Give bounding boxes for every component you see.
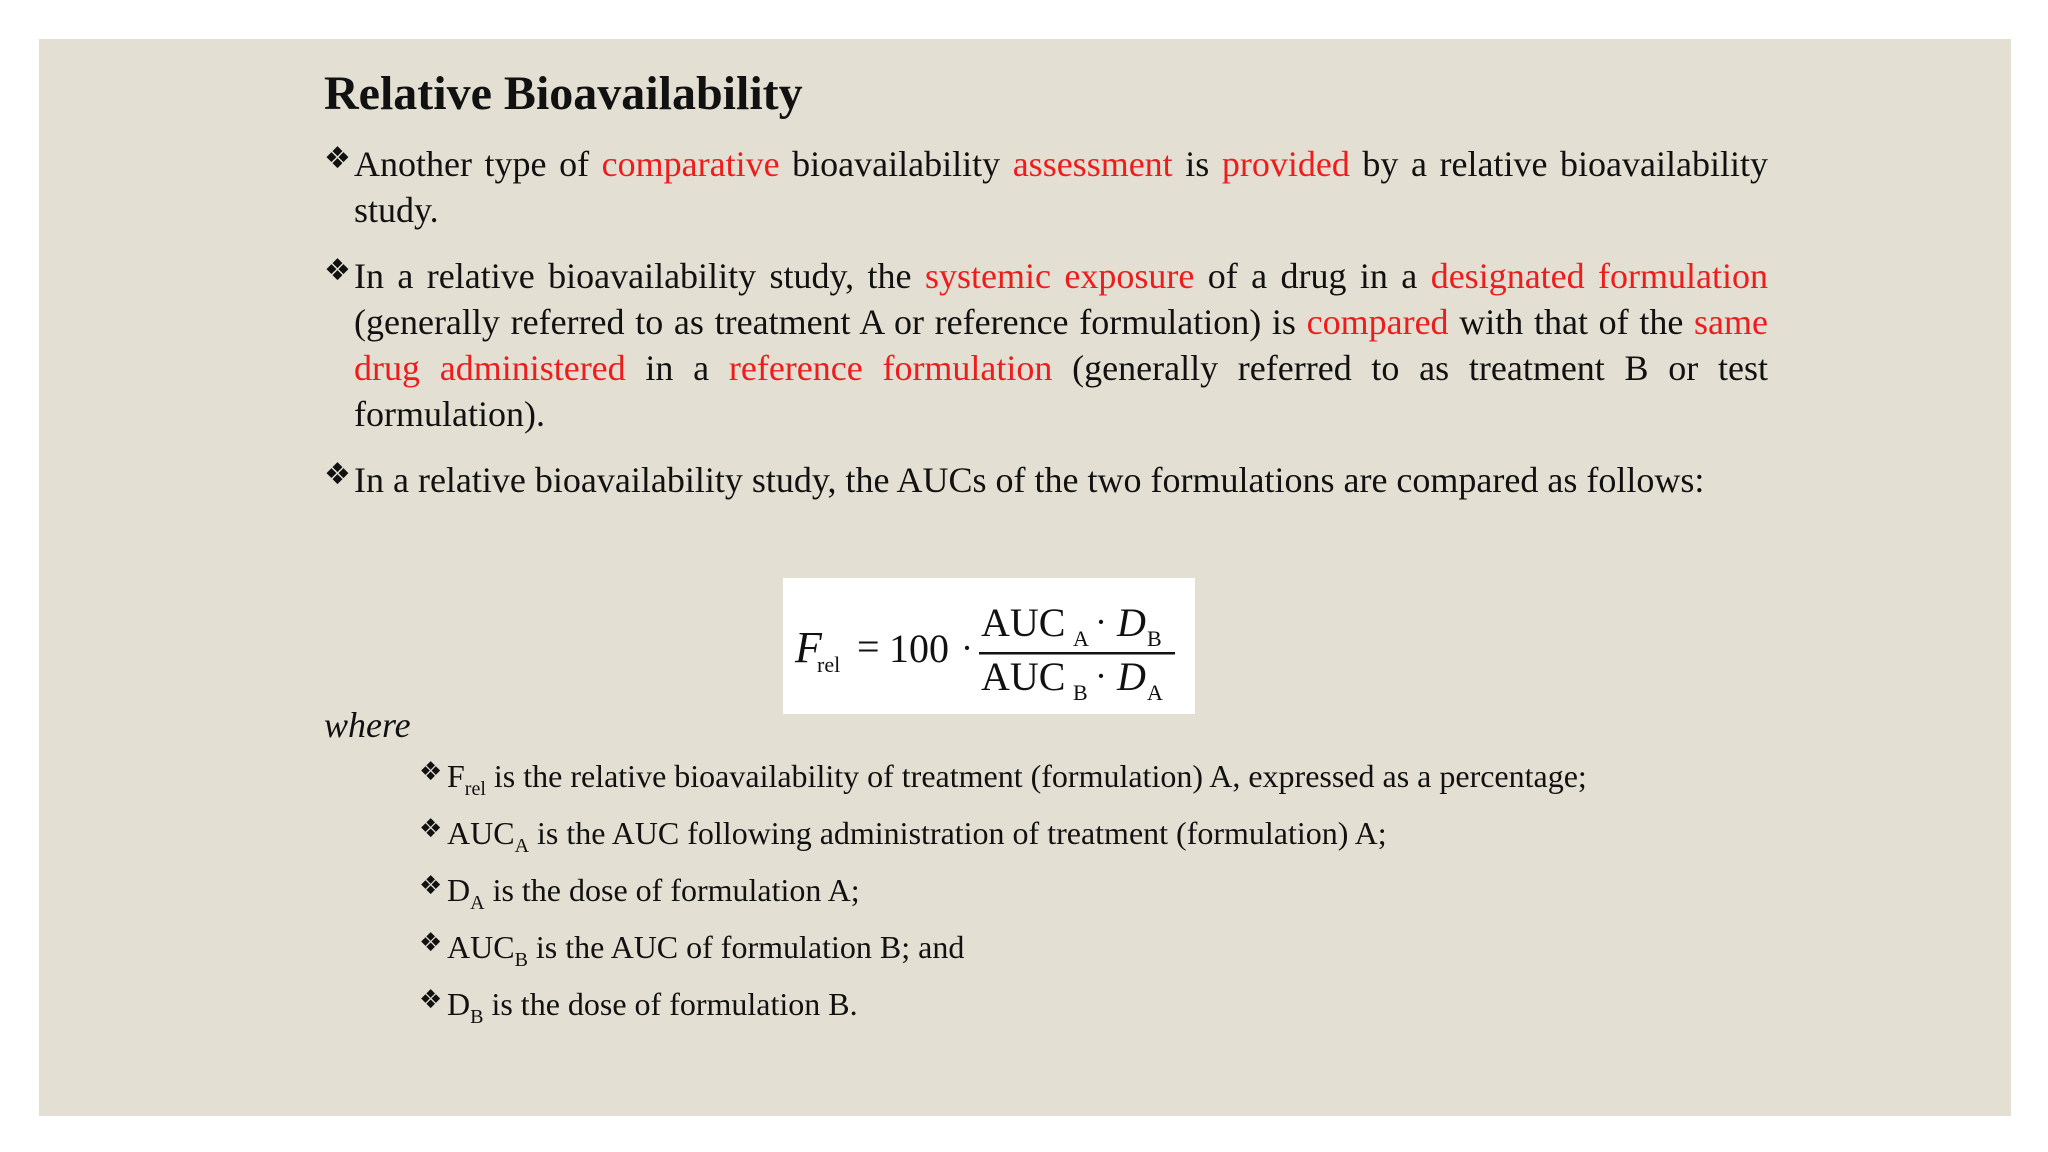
diamond-clover-icon: ❖ xyxy=(419,871,443,901)
formula-lhs-sub: rel xyxy=(817,652,841,677)
definition-sub: A xyxy=(470,892,485,914)
formula-num-d: D xyxy=(1117,600,1146,645)
definition-symbol: AUC xyxy=(447,929,515,965)
diamond-clover-icon: ❖ xyxy=(324,457,351,492)
definition-symbol: D xyxy=(447,872,471,908)
definition-sub: B xyxy=(514,949,528,971)
formula-den-d-sub: A xyxy=(1147,680,1163,705)
diamond-clover-icon: ❖ xyxy=(419,814,443,844)
diamond-clover-icon: ❖ xyxy=(419,928,443,958)
highlight-text: designated formulation xyxy=(1430,256,1769,296)
formula-num-dot: · xyxy=(1095,602,1107,642)
definition-item xyxy=(419,756,1587,813)
definition-text: is the AUC following administration of treatment (formulation) A; xyxy=(529,815,1387,851)
formula-constant: 100 xyxy=(889,626,949,671)
slide xyxy=(39,39,2011,1116)
highlight-text: assessment xyxy=(1012,144,1173,184)
highlight-text: same drug administered xyxy=(354,302,1769,388)
formula-num-d-sub: B xyxy=(1147,626,1162,651)
formula-lhs-symbol: F xyxy=(795,623,822,672)
slide-title: Relative Bioavailability xyxy=(324,67,803,120)
definition-text: is the dose of formulation A; xyxy=(484,872,860,908)
formula-equals: = xyxy=(857,624,880,669)
definition-list xyxy=(419,756,1587,1041)
highlight-text: reference formulation xyxy=(728,348,1053,388)
definition-text: is the AUC of formulation B; and xyxy=(527,929,965,965)
bullet-item: ❖ Another type of comparative bioavailability assessment is provided by a relative bioavailability study. xyxy=(324,141,1768,233)
highlight-text: provided xyxy=(1221,144,1350,184)
highlight-text: comparative xyxy=(601,144,780,184)
formula-image xyxy=(783,578,1195,714)
where-label: where xyxy=(324,705,411,745)
highlight-text: compared xyxy=(1306,302,1449,342)
definition-symbol: D xyxy=(447,986,471,1022)
definition-text: is the dose of formulation B. xyxy=(483,986,858,1022)
bullet-item: ❖ In a relative bioavailability study, the AUCs of the two formulations are compared as follows: xyxy=(324,457,1768,503)
formula-den-d: D xyxy=(1117,654,1146,699)
diamond-clover-icon: ❖ xyxy=(419,985,443,1015)
definition-text: is the relative bioavailability of treatment (formulation) A, expressed as a percentage; xyxy=(485,758,1587,794)
formula-den-auc-sub: B xyxy=(1073,680,1088,705)
definition-item xyxy=(419,870,1587,927)
definition-item xyxy=(419,984,1587,1041)
formula-num-auc-sub: A xyxy=(1073,626,1089,651)
formula-dot: · xyxy=(961,628,973,668)
diamond-clover-icon: ❖ xyxy=(324,141,351,176)
diamond-clover-icon: ❖ xyxy=(419,757,443,787)
formula-den-dot: · xyxy=(1095,656,1107,696)
definition-sub: rel xyxy=(464,778,486,800)
formula-den-auc: AUC xyxy=(981,654,1066,699)
bullet-item: ❖ In a relative bioavailability study, the systemic exposure of a drug in a designated formulation (generally referred to as treatment A or reference formulation) is compared with that of the same drug administered in a reference formulation (generally referred to as treatment B or test formulation). xyxy=(324,253,1768,437)
definition-item xyxy=(419,927,1587,984)
definition-sub: B xyxy=(470,1006,484,1028)
definition-symbol: AUC xyxy=(447,815,515,851)
definition-symbol: F xyxy=(447,758,465,794)
diamond-clover-icon: ❖ xyxy=(324,253,351,288)
highlight-text: systemic exposure xyxy=(924,256,1195,296)
bullet-list xyxy=(324,141,1768,523)
definition-item xyxy=(419,813,1587,870)
definition-sub: A xyxy=(514,835,530,857)
formula-num-auc: AUC xyxy=(981,600,1066,645)
